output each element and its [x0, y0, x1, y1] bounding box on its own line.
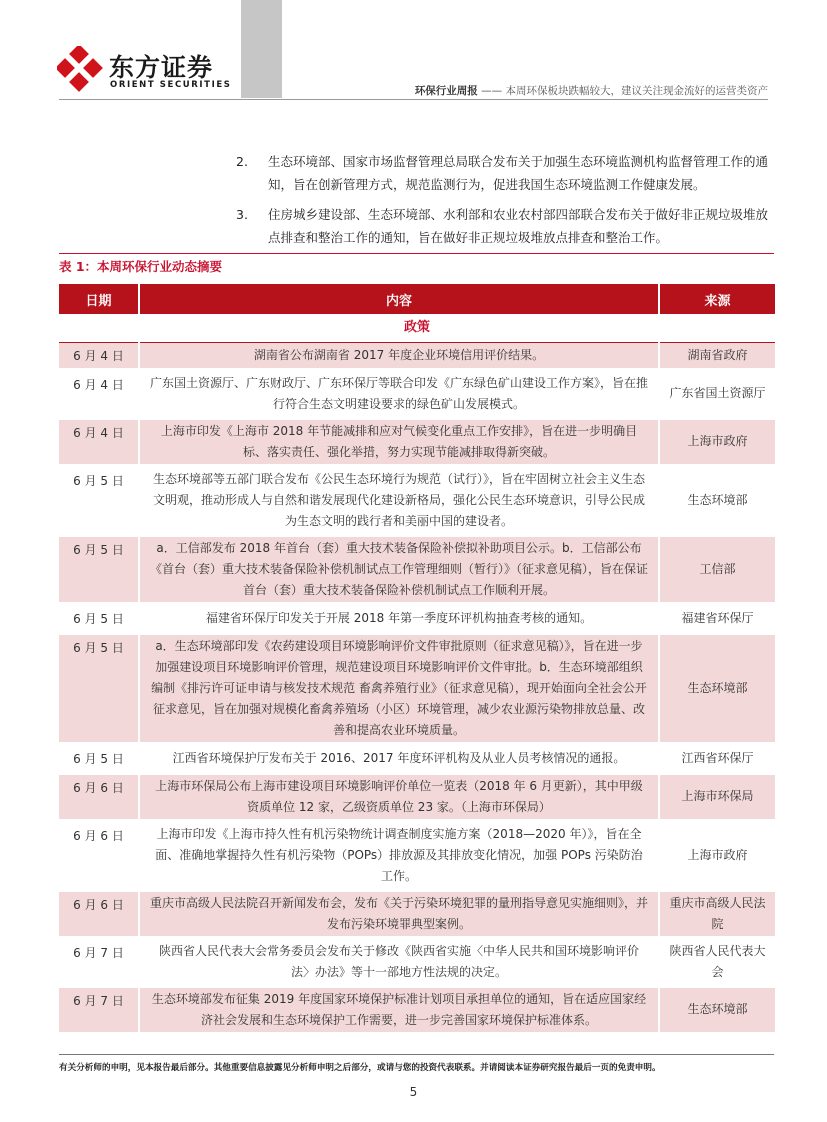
- row-date: 6 月 6 日: [59, 773, 139, 821]
- row-content: 重庆市高级人民法院召开新闻发布会，发布《关于污染环境犯罪的量刑指导意见实施细则》，并发布污染环境罪典型案例。: [139, 890, 659, 938]
- industry-news-table: [59, 284, 775, 1036]
- row-date: 6 月 7 日: [59, 986, 139, 1034]
- table-header-row: [59, 284, 775, 314]
- row-content: 上海市环保局公布上海市建设项目环境影响评价单位一览表（2018 年 6 月更新），其中甲级资质单位 12 家，乙级资质单位 23 家。（上海市环保局）: [139, 773, 659, 821]
- header-content: 内容: [139, 284, 659, 314]
- row-source: 重庆市高级人民法院: [659, 890, 775, 938]
- report-type: 环保行业周报: [414, 85, 478, 97]
- table-row: [59, 633, 775, 744]
- row-source: 上海市政府: [659, 821, 775, 890]
- row-source: 上海市环保局: [659, 773, 775, 821]
- row-date: 6 月 5 日: [59, 535, 139, 604]
- row-date: 6 月 5 日: [59, 744, 139, 773]
- row-source: 生态环境部: [659, 466, 775, 535]
- row-source: 福建省环保厅: [659, 604, 775, 633]
- row-content: a．生态环境部印发《农药建设项目环境影响评价文件审批原则（征求意见稿）》，旨在进一步加强建设项目环境影响评价管理，规范建设项目环境影响评价文件审批。b．生态环境部组织编制《排污许可证申请与核发技术规范 畜禽养殖行业》（征求意见稿），现开始面向全社会公开征求意见，旨在加强对规模化畜禽养殖场（小区）环境管理，减少农业源污染物排放总量、改善和提高农业环境质量。: [139, 633, 659, 744]
- report-title: 本周环保板块跌幅较大，建议关注现金流好的运营类资产: [505, 85, 768, 97]
- row-date: 6 月 4 日: [59, 418, 139, 466]
- row-content: 福建省环保厅印发关于开展 2018 年第一季度环评机构抽查考核的通知。: [139, 604, 659, 633]
- table-row: [59, 342, 775, 370]
- intro-list: [230, 150, 770, 256]
- row-date: 6 月 6 日: [59, 890, 139, 938]
- row-date: 6 月 5 日: [59, 604, 139, 633]
- row-date: 6 月 6 日: [59, 821, 139, 890]
- logo: [57, 46, 237, 96]
- row-content: 上海市印发《上海市持久性有机污染物统计调查制度实施方案（2018—2020 年）》，旨在全面、准确地掌握持久性有机污染物（POPs）排放源及其排放变化情况，加强 POPs 污染防治工作。: [139, 821, 659, 890]
- row-source: 广东省国土资源厅: [659, 370, 775, 418]
- row-content: 生态环境部发布征集 2019 年度国家环境保护标准计划项目承担单位的通知，旨在适应国家经济社会发展和生态环境保护工作需要，进一步完善国家环境保护标准体系。: [139, 986, 659, 1034]
- table-row: [59, 938, 775, 986]
- report-header: [415, 83, 768, 98]
- section-label: 政策: [59, 314, 775, 342]
- header-divider: [59, 99, 768, 100]
- header-source: 来源: [659, 284, 775, 314]
- row-date: 6 月 5 日: [59, 466, 139, 535]
- row-date: 6 月 4 日: [59, 370, 139, 418]
- table-caption: 表 1：本周环保行业动态摘要: [59, 259, 223, 274]
- orient-securities-logo-icon: [57, 46, 103, 92]
- header-separator: ——: [481, 85, 503, 97]
- table-row: [59, 535, 775, 604]
- table-row: [59, 821, 775, 890]
- row-content: 生态环境部等五部门联合发布《公民生态环境行为规范（试行）》，旨在牢固树立社会主义生态文明观，推动形成人与自然和谐发展现代化建设新格局，强化公民生态环境意识，引导公民成为生态文明的践行者和美丽中国的建设者。: [139, 466, 659, 535]
- row-source: 上海市政府: [659, 418, 775, 466]
- item-text: 生态环境部、国家市场监督管理总局联合发布关于加强生态环境监测机构监督管理工作的通知，旨在创新管理方式，规范监测行为，促进我国生态环境监测工作健康发展。: [268, 154, 769, 192]
- row-content: 湖南省公布湖南省 2017 年度企业环境信用评价结果。: [139, 342, 659, 370]
- disclaimer: 有关分析师的申明，见本报告最后部分。其他重要信息披露见分析师申明之后部分，或请与您的投资代表联系。并请阅读本证券研究报告最后一页的免责申明。: [59, 1063, 661, 1073]
- table-row: [59, 418, 775, 466]
- row-source: 生态环境部: [659, 986, 775, 1034]
- list-item: [230, 150, 770, 196]
- table-row: [59, 890, 775, 938]
- header-accent-bar: [241, 0, 282, 98]
- section-row: [59, 314, 775, 342]
- row-content: 广东国土资源厅、广东财政厅、广东环保厅等联合印发《广东绿色矿山建设工作方案》，旨在推行符合生态文明建设要求的绿色矿山发展模式。: [139, 370, 659, 418]
- list-item: [230, 203, 770, 249]
- table-row: [59, 370, 775, 418]
- row-source: 陕西省人民代表大会: [659, 938, 775, 986]
- table-row: [59, 466, 775, 535]
- row-date: 6 月 5 日: [59, 633, 139, 744]
- item-number: 2.: [236, 154, 248, 169]
- item-number: 3.: [236, 207, 248, 222]
- row-source: 生态环境部: [659, 633, 775, 744]
- table-row: [59, 604, 775, 633]
- logo-english-name: ORIENT SECURITIES: [110, 80, 232, 90]
- row-content: 江西省环境保护厅发布关于 2016、2017 年度环评机构及从业人员考核情况的通报。: [139, 744, 659, 773]
- row-source: 湖南省政府: [659, 342, 775, 370]
- row-content: 上海市印发《上海市 2018 年节能减排和应对气候变化重点工作安排》，旨在进一步明确目标、落实责任、强化举措，努力实现节能减排取得新突破。: [139, 418, 659, 466]
- caption-divider: [59, 253, 774, 254]
- logo-chinese-name: 东方证券: [109, 53, 214, 82]
- table-row: [59, 773, 775, 821]
- row-date: 6 月 4 日: [59, 342, 139, 370]
- footer-divider: [59, 1054, 774, 1055]
- table-row: [59, 744, 775, 773]
- row-source: 江西省环保厅: [659, 744, 775, 773]
- table-row: [59, 986, 775, 1034]
- row-content: a．工信部发布 2018 年首台（套）重大技术装备保险补偿拟补助项目公示。b．工信部公布《首台（套）重大技术装备保险补偿机制试点工作管理细则（暂行）》（征求意见稿），旨在保证首台（套）重大技术装备保险补偿机制试点工作顺利开展。: [139, 535, 659, 604]
- item-text: 住房城乡建设部、生态环境部、水利部和农业农村部四部联合发布关于做好非正规垃圾堆放点排查和整治工作的通知，旨在做好非正规垃圾堆放点排查和整治工作。: [268, 207, 769, 245]
- row-source: 工信部: [659, 535, 775, 604]
- header-date: 日期: [59, 284, 139, 314]
- row-content: 陕西省人民代表大会常务委员会发布关于修改《陕西省实施〈中华人民共和国环境影响评价法〉办法》等十一部地方性法规的决定。: [139, 938, 659, 986]
- page-number: 5: [409, 1085, 418, 1099]
- row-date: 6 月 7 日: [59, 938, 139, 986]
